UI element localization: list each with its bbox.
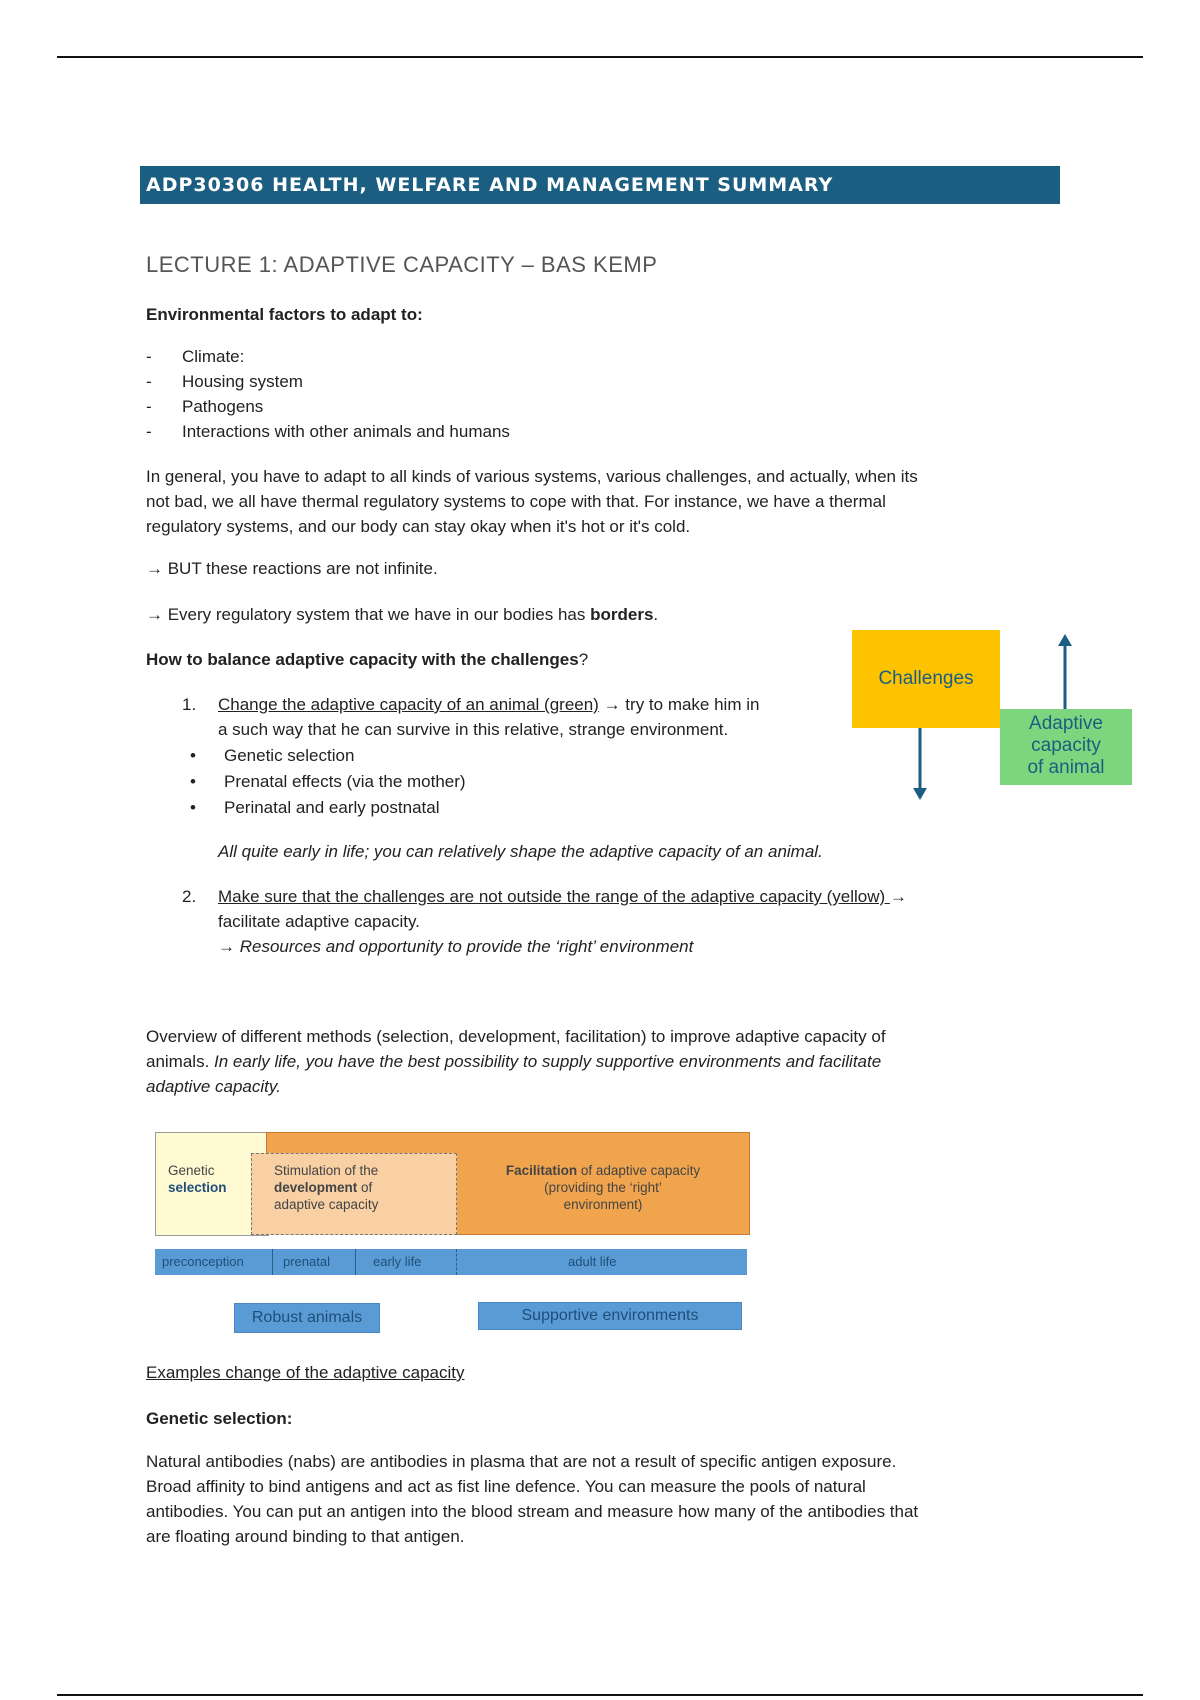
timeline-divider [355,1249,356,1275]
paragraph-line: In general, you have to adapt to all kinds of various systems, various challenges, and actually, when its [146,467,918,486]
but-note: → BUT these reactions are not infinite. [146,559,438,578]
numbered-item-2 [182,884,907,909]
list-item-text: Pathogens [182,397,264,416]
diagram-arrows [900,630,1100,805]
paragraph-line: regulatory systems, and our body can stay okay when it's hot or it's cold. [146,517,691,536]
borders-note [146,602,658,627]
item1-underlined: Change the adaptive capacity of an animal (green) [218,695,599,714]
genetic-label [168,1162,227,1196]
balance-heading [146,647,588,672]
paragraph-line: Broad affinity to bind antigens and act as fist line defence. You can measure the pools of natural [146,1477,866,1496]
item-number: 1. [182,695,197,714]
borders-word: borders [590,605,654,624]
bullet-text: Prenatal effects (via the mother) [224,772,466,791]
list-item: - Pathogens [146,397,264,416]
facilitation-label-line2: (providing the ‘right’ [544,1180,662,1195]
development-rest: of [357,1180,373,1195]
paragraph-line: Natural antibodies (nabs) are antibodies in plasma that are not a result of specific antigen exposure. [146,1452,897,1471]
list-item: - Climate: [146,347,245,366]
paragraph-line [146,1049,1066,1074]
overview-animals: animals. [146,1052,215,1071]
bullet-text: Genetic selection [224,746,355,765]
arrow-glyph: → [218,937,240,956]
list-item-text: Climate: [182,347,245,366]
genetic-label-line1: Genetic [168,1163,215,1178]
paragraph-line: are floating around binding to that antigen. [146,1527,465,1546]
facilitation-label [460,1162,746,1213]
paragraph-line: Overview of different methods (selection, development, facilitation) to improve adaptive capacity of [146,1027,886,1046]
timeline-label: prenatal [283,1254,330,1269]
list-item-text: Interactions with other animals and humans [182,422,510,441]
facilitation-label-line1 [460,1162,746,1179]
item1-rest: → try to make him in [598,695,760,714]
item2-line2: facilitate adaptive capacity. [218,912,420,931]
paragraph-line: antibodies. You can put an antigen into the blood stream and measure how many of the antibodies that [146,1502,919,1521]
examples-heading: Examples change of the adaptive capacity [146,1363,465,1382]
borders-note-start: → Every regulatory system that we have in our bodies has [146,605,591,624]
adaptive-line: Adaptive [1029,713,1103,734]
list-item-text: Housing system [182,372,303,391]
item2-line3 [218,934,693,959]
document-title-banner: ADP30306 HEALTH, WELFARE AND MANAGEMENT SUMMARY [140,166,1060,204]
balance-heading-bold: How to balance adaptive capacity with the challenges [146,650,579,669]
bullet-text: Perinatal and early postnatal [224,798,440,817]
numbered-item-1 [182,692,759,717]
supportive-environments-label: Supportive environments [478,1302,742,1330]
timeline-label: preconception [162,1254,244,1269]
development-label-line1: Stimulation of the [274,1163,379,1178]
list-item: - Housing system [146,372,303,391]
timeline-label: early life [373,1254,422,1269]
balance-heading-end: ? [578,650,589,669]
item2-underlined: Make sure that the challenges are not outside the range of the adaptive capacity (yellow) [218,887,890,906]
overview-paragraph [146,1024,1066,1099]
item2-rest: → [889,887,907,906]
paragraph-line: not bad, we all have thermal regulatory systems to cope with that. For instance, we have a thermal [146,492,886,511]
bullet-item: • Perinatal and early postnatal [190,798,440,817]
robust-animals-label: Robust animals [234,1303,380,1333]
timeline-bar [155,1249,747,1275]
overview-italic: In early life, you have the best possibility to supply supportive environments and facilitate [214,1052,882,1071]
natural-antibodies-paragraph [146,1449,1076,1549]
general-paragraph [146,464,1066,539]
env-heading: Environmental factors to adapt to: [146,305,423,324]
development-label-line3: adaptive capacity [274,1197,379,1212]
bullet-item: • Genetic selection [190,746,355,765]
challenges-box: Challenges [852,630,1000,728]
facilitation-rest: of adaptive capacity [577,1163,701,1178]
genetic-label-line2: selection [168,1180,227,1195]
facilitation-label-line3: environment) [563,1197,643,1212]
adaptive-line: of animal [1027,757,1105,778]
development-label [274,1162,378,1213]
genetic-selection-heading: Genetic selection: [146,1409,293,1428]
bottom-rule [57,1694,1143,1696]
paragraph-line: adaptive capacity. [146,1077,281,1096]
early-life-note: All quite early in life; you can relatively shape the adaptive capacity of an animal. [218,842,823,861]
top-rule [57,56,1143,58]
item-number: 2. [182,887,197,906]
timeline-divider [272,1249,273,1275]
arrow-down-icon [913,728,927,800]
item1-line2: a such way that he can survive in this relative, strange environment. [218,720,729,739]
lecture-heading: LECTURE 1: ADAPTIVE CAPACITY – BAS KEMP [146,252,658,277]
development-label-line2 [274,1179,378,1196]
list-item: - Interactions with other animals and humans [146,422,510,441]
development-bold: development [274,1180,358,1195]
borders-note-end: . [653,605,659,624]
adaptive-line: capacity [1031,735,1101,756]
item2-line3-italic: Resources and opportunity to provide the ‘right’ environment [239,937,694,956]
arrow-up-icon [1058,634,1072,709]
facilitation-bold: Facilitation [505,1163,578,1178]
bullet-item: • Prenatal effects (via the mother) [190,772,466,791]
timeline-label: adult life [568,1254,617,1269]
timeline-divider [456,1249,458,1275]
